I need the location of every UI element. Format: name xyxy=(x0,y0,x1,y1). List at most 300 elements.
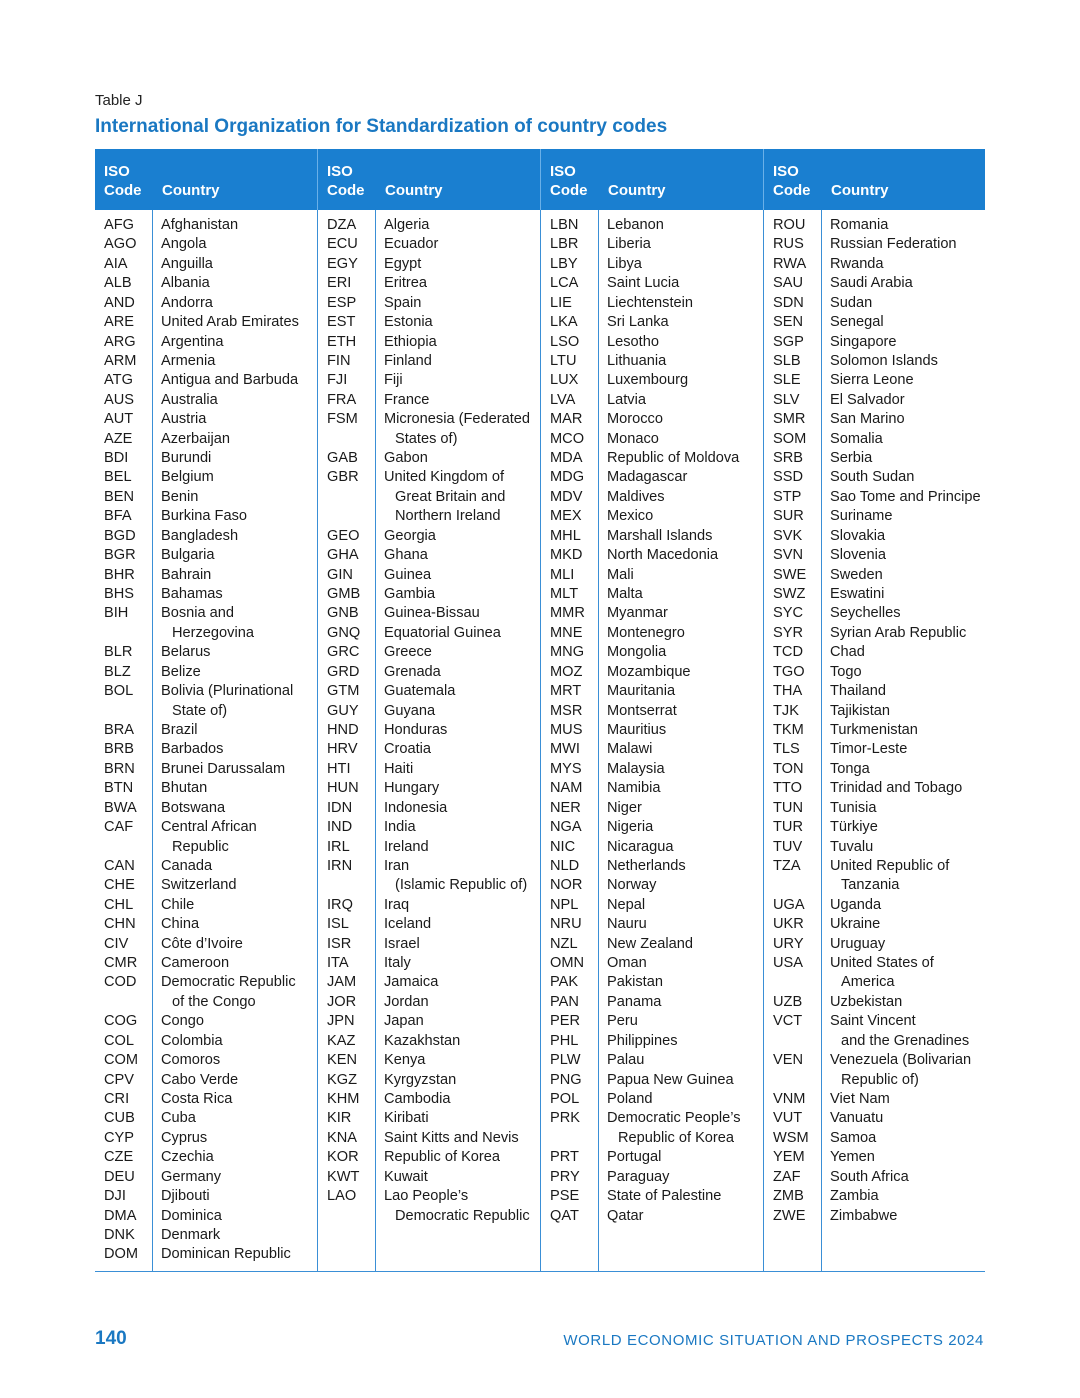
country-name-cell: Senegal xyxy=(830,314,884,331)
header-iso-label: ISO xyxy=(773,163,799,180)
country-name-cell: United Republic of xyxy=(830,857,950,874)
country-name-cell: Yemen xyxy=(830,1149,875,1166)
iso-code-cell: MLI xyxy=(550,566,575,583)
iso-code-cell: LCA xyxy=(550,275,579,292)
country-name-cell: Belgium xyxy=(161,469,214,486)
iso-code-cell: JOR xyxy=(327,993,357,1010)
country-name-cell: Benin xyxy=(161,488,199,505)
country-name-cell: Gabon xyxy=(384,450,428,467)
iso-code-cell: PNG xyxy=(550,1071,582,1088)
country-name-cell: Liechtenstein xyxy=(607,294,694,311)
country-name-cell: Afghanistan xyxy=(161,217,239,233)
country-name-cell: Papua New Guinea xyxy=(607,1071,734,1088)
iso-code-cell: AZE xyxy=(104,430,133,447)
code-column xyxy=(318,210,376,1271)
iso-code-cell: COD xyxy=(104,974,137,991)
country-name-cell: Brunei Darussalam xyxy=(161,760,286,777)
country-name-cell: Qatar xyxy=(607,1207,644,1224)
country-name-cell: Finland xyxy=(384,352,432,369)
iso-code-cell: NOR xyxy=(550,877,583,894)
country-name-cell: Costa Rica xyxy=(161,1090,233,1107)
iso-code-cell: PHL xyxy=(550,1032,579,1049)
country-name-cell: Jamaica xyxy=(384,974,439,991)
iso-code-cell: LAO xyxy=(327,1188,357,1205)
country-name-cell: Cuba xyxy=(161,1110,196,1127)
iso-code-cell: LBN xyxy=(550,217,579,233)
iso-code-cell: AGO xyxy=(104,236,137,253)
country-name-cell: Saint Kitts and Nevis xyxy=(384,1129,519,1146)
country-column xyxy=(376,210,541,1271)
iso-code-cell: KOR xyxy=(327,1149,359,1166)
country-name-cell: Tonga xyxy=(830,760,870,777)
iso-code-cell: GTM xyxy=(327,683,360,700)
iso-code-cell: BHR xyxy=(104,566,135,583)
iso-code-cell: CHE xyxy=(104,877,135,894)
iso-code-cell: GRC xyxy=(327,644,360,661)
country-name-cell: Congo xyxy=(161,1013,205,1030)
iso-code-cell xyxy=(95,993,152,1012)
country-name-cell: Northern Ireland xyxy=(395,508,501,525)
country-name-cell: Denmark xyxy=(161,1226,221,1243)
country-name-cell: and the Grenadines xyxy=(841,1032,970,1049)
iso-code-cell: VNM xyxy=(773,1090,806,1107)
country-name-cell: Antigua and Barbuda xyxy=(161,372,299,389)
iso-code-cell: BDI xyxy=(104,450,129,467)
iso-code-cell: ALB xyxy=(104,275,132,292)
country-name-cell: Argentina xyxy=(161,333,224,350)
country-name-cell: Latvia xyxy=(607,391,646,408)
country-name-cell: Colombia xyxy=(161,1032,223,1049)
country-name-cell: Morocco xyxy=(607,411,663,428)
country-name-cell: Malawi xyxy=(607,741,653,758)
country-name-cell: Tunisia xyxy=(830,799,877,816)
country-name-cell: Japan xyxy=(384,1013,424,1030)
iso-code-cell: KGZ xyxy=(327,1071,357,1088)
iso-code-cell: NZL xyxy=(550,935,578,952)
iso-code-cell: TCD xyxy=(773,644,803,661)
iso-code-cell: ATG xyxy=(104,372,133,389)
country-name-cell: America xyxy=(841,974,895,991)
iso-code-cell: SOM xyxy=(773,430,807,447)
iso-code-cell: LBR xyxy=(550,236,579,253)
iso-code-cell: BRB xyxy=(104,741,135,758)
iso-code-cell: RUS xyxy=(773,236,804,253)
iso-code-cell: CRI xyxy=(104,1090,130,1107)
iso-code-cell: TLS xyxy=(773,741,800,758)
country-name-cell: Burkina Faso xyxy=(161,508,247,525)
country-name-cell: Honduras xyxy=(384,721,448,738)
iso-code-cell: NAM xyxy=(550,780,583,797)
country-name-cell: Tajikistan xyxy=(830,702,891,719)
country-name-cell: Sweden xyxy=(830,566,883,583)
country-name-cell: Somalia xyxy=(830,430,883,447)
country-name-cell: Azerbaijan xyxy=(161,430,230,447)
country-name-cell: Slovenia xyxy=(830,547,886,564)
iso-code-cell: SMR xyxy=(773,411,806,428)
country-name-cell: United Arab Emirates xyxy=(161,314,299,331)
iso-code-cell: SLV xyxy=(773,391,800,408)
iso-code-cell: SYR xyxy=(773,624,804,641)
iso-code-cell: GEO xyxy=(327,527,360,544)
code-column xyxy=(95,210,153,1271)
iso-code-cell: PRY xyxy=(550,1168,580,1185)
country-name-cell: Bahamas xyxy=(161,586,223,603)
country-name-cell: Ethiopia xyxy=(384,333,437,350)
iso-code-cell: IDN xyxy=(327,799,353,816)
iso-code-cell: GRD xyxy=(327,663,360,680)
country-name-cell: Botswana xyxy=(161,799,226,816)
iso-code-cell: UKR xyxy=(773,916,804,933)
iso-code-cell: MNE xyxy=(550,624,583,641)
header-code-label: Code xyxy=(550,182,588,199)
iso-code-cell: KIR xyxy=(327,1110,352,1127)
iso-code-cell: JPN xyxy=(327,1013,355,1030)
country-name-cell: Zimbabwe xyxy=(830,1207,898,1224)
table-body xyxy=(95,210,985,1272)
country-name-cell: Maldives xyxy=(607,488,665,505)
iso-code-cell: SYC xyxy=(773,605,804,622)
iso-code-cell: MOZ xyxy=(550,663,583,680)
country-name-cell: Nigeria xyxy=(607,819,654,836)
country-name-cell: Mozambique xyxy=(607,663,691,680)
country-name-cell: Albania xyxy=(161,275,210,292)
country-name-cell: Chad xyxy=(830,644,865,661)
country-name-cell: Australia xyxy=(161,391,218,408)
country-name-cell: Saint Vincent xyxy=(830,1013,916,1030)
country-name-cell: Iraq xyxy=(384,896,410,913)
country-name-cell: Vanuatu xyxy=(830,1110,884,1127)
country-column xyxy=(599,210,764,1271)
iso-code-cell: CUB xyxy=(104,1110,135,1127)
iso-code-cell: VEN xyxy=(773,1052,804,1069)
iso-code-cell: BRA xyxy=(104,721,135,738)
iso-code-cell: MCO xyxy=(550,430,585,447)
iso-code-cell xyxy=(95,624,152,643)
iso-code-cell: AFG xyxy=(104,217,134,233)
country-name-cell: Equatorial Guinea xyxy=(384,624,501,641)
country-name-cell: Uganda xyxy=(830,896,882,913)
country-name-cell: Republic of Korea xyxy=(618,1129,735,1146)
country-name-cell: Brazil xyxy=(161,721,198,738)
country-name-cell: Iran xyxy=(384,857,410,874)
country-name-cell: Nicaragua xyxy=(607,838,674,855)
table-header-row xyxy=(95,149,985,210)
iso-code-cell xyxy=(318,1207,375,1226)
iso-code-cell: GHA xyxy=(327,547,359,564)
iso-code-cell xyxy=(764,1032,821,1051)
iso-code-cell: EST xyxy=(327,314,356,331)
country-name-cell: Herzegovina xyxy=(172,624,254,641)
iso-code-cell: RWA xyxy=(773,255,807,272)
iso-code-cell: AUT xyxy=(104,411,134,428)
country-name-cell: Paraguay xyxy=(607,1168,670,1185)
country-name-cell: Jordan xyxy=(384,993,429,1010)
iso-code-cell: TKM xyxy=(773,721,804,738)
iso-code-cell: DZA xyxy=(327,217,357,233)
country-name-cell: Netherlands xyxy=(607,857,686,874)
iso-code-cell: STP xyxy=(773,488,802,505)
iso-code-cell: NGA xyxy=(550,819,582,836)
country-name-cell: Kazakhstan xyxy=(384,1032,461,1049)
country-name-cell: Nauru xyxy=(607,916,647,933)
iso-code-cell: PRK xyxy=(550,1110,581,1127)
country-name-cell: Bhutan xyxy=(161,780,208,797)
iso-code-cell: CHN xyxy=(104,916,136,933)
iso-code-cell: NPL xyxy=(550,896,579,913)
iso-code-cell: SGP xyxy=(773,333,804,350)
country-name-cell: Sri Lanka xyxy=(607,314,669,331)
country-name-cell: Angola xyxy=(161,236,207,253)
country-name-cell: Gambia xyxy=(384,586,436,603)
iso-code-cell: BRN xyxy=(104,760,135,777)
iso-code-cell: COM xyxy=(104,1052,139,1069)
country-name-cell: Bahrain xyxy=(161,566,212,583)
header-iso-code xyxy=(764,149,822,210)
page-number: 140 xyxy=(95,1328,127,1349)
iso-code-cell: TON xyxy=(773,760,804,777)
country-name-cell: Croatia xyxy=(384,741,432,758)
country-name-cell: Mauritania xyxy=(607,683,676,700)
iso-code-cell: LUX xyxy=(550,372,579,389)
country-name-cell: Cameroon xyxy=(161,955,230,972)
table-title: International Organization for Standardization of country codes xyxy=(95,116,668,137)
country-name-cell: South Africa xyxy=(830,1168,909,1185)
iso-code-cell: TUV xyxy=(773,838,803,855)
iso-code-cell: LSO xyxy=(550,333,580,350)
iso-code-cell: ZAF xyxy=(773,1168,801,1185)
country-name-cell: Sudan xyxy=(830,294,873,311)
iso-code-cell: NLD xyxy=(550,857,580,874)
iso-code-cell: MNG xyxy=(550,644,585,661)
country-name-cell: Armenia xyxy=(161,352,216,369)
iso-code-cell: THA xyxy=(773,683,803,700)
iso-code-cell: CAF xyxy=(104,819,134,836)
iso-code-cell: GUY xyxy=(327,702,359,719)
country-name-cell: Nepal xyxy=(607,896,646,913)
country-name-cell: Greece xyxy=(384,644,432,661)
header-country: Country xyxy=(153,149,318,210)
country-name-cell: Kyrgyzstan xyxy=(384,1071,457,1088)
country-name-cell: Barbados xyxy=(161,741,224,758)
country-name-cell: Rwanda xyxy=(830,255,884,272)
country-name-cell: Bangladesh xyxy=(161,527,239,544)
iso-code-cell: MDA xyxy=(550,450,583,467)
country-name-cell: Andorra xyxy=(161,294,213,311)
country-name-cell: Lebanon xyxy=(607,217,664,233)
iso-code-cell xyxy=(764,973,821,992)
iso-code-cell: ETH xyxy=(327,333,357,350)
iso-code-cell: KAZ xyxy=(327,1032,356,1049)
country-name-cell: States of) xyxy=(395,430,458,447)
iso-code-cell xyxy=(318,876,375,895)
iso-code-cell xyxy=(318,507,375,526)
country-name-cell: Democratic Republic xyxy=(161,974,296,991)
country-name-cell: Trinidad and Tobago xyxy=(830,780,963,797)
country-name-cell: Venezuela (Bolivarian xyxy=(830,1052,972,1069)
iso-code-cell: DNK xyxy=(104,1226,135,1243)
country-name-cell: Eritrea xyxy=(384,275,427,292)
country-name-cell: Uruguay xyxy=(830,935,886,952)
header-iso-code xyxy=(541,149,599,210)
iso-code-cell: HTI xyxy=(327,760,351,777)
iso-code-cell: USA xyxy=(773,955,804,972)
country-name-cell: Solomon Islands xyxy=(830,352,938,369)
iso-code-cell: QAT xyxy=(550,1207,579,1224)
iso-code-cell: MHL xyxy=(550,527,581,544)
country-name-cell: El Salvador xyxy=(830,391,905,408)
iso-code-cell: LVA xyxy=(550,391,576,408)
country-name-cell: Palau xyxy=(607,1052,645,1069)
country-name-cell: Monaco xyxy=(607,430,659,447)
country-name-cell: Seychelles xyxy=(830,605,901,622)
country-name-cell: of the Congo xyxy=(172,993,256,1010)
iso-code-cell: JAM xyxy=(327,974,357,991)
iso-code-cell: AIA xyxy=(104,255,128,272)
header-iso-label: ISO xyxy=(550,163,576,180)
iso-code-cell xyxy=(95,838,152,857)
country-name-cell: Pakistan xyxy=(607,974,663,991)
country-column xyxy=(153,210,318,1271)
country-name-cell: Thailand xyxy=(830,683,886,700)
iso-code-cell: COL xyxy=(104,1032,135,1049)
country-name-cell: Georgia xyxy=(384,527,436,544)
iso-code-cell: UZB xyxy=(773,993,803,1010)
country-name-cell: Lao People’s xyxy=(384,1188,469,1205)
iso-code-cell: MUS xyxy=(550,721,583,738)
iso-code-cell xyxy=(764,1071,821,1090)
iso-code-cell: DJI xyxy=(104,1188,126,1205)
iso-code-cell: TUR xyxy=(773,819,803,836)
iso-code-cell: YEM xyxy=(773,1149,805,1166)
country-name-cell: Uzbekistan xyxy=(830,993,903,1010)
iso-code-cell: BGD xyxy=(104,527,136,544)
header-code-label: Code xyxy=(104,182,142,199)
country-name-cell: Poland xyxy=(607,1090,653,1107)
iso-code-cell: TGO xyxy=(773,663,805,680)
iso-code-cell xyxy=(764,876,821,895)
country-name-cell: Malaysia xyxy=(607,760,665,777)
country-name-cell: Sierra Leone xyxy=(830,372,914,389)
iso-code-cell: MWI xyxy=(550,741,580,758)
iso-code-cell: BLR xyxy=(104,644,133,661)
iso-code-cell: IRQ xyxy=(327,896,353,913)
iso-code-cell: ERI xyxy=(327,275,352,292)
iso-code-cell: SLB xyxy=(773,352,801,369)
iso-code-cell: AND xyxy=(104,294,135,311)
iso-code-cell: GAB xyxy=(327,450,358,467)
country-name-cell: China xyxy=(161,916,200,933)
country-name-cell: (Islamic Republic of) xyxy=(395,877,528,894)
iso-code-cell: KHM xyxy=(327,1090,360,1107)
country-name-cell: Saint Lucia xyxy=(607,275,680,292)
country-name-cell: Bulgaria xyxy=(161,547,215,564)
iso-code-cell: SWE xyxy=(773,566,807,583)
iso-code-cell: SEN xyxy=(773,314,804,331)
country-name-cell: Cambodia xyxy=(384,1090,451,1107)
country-name-cell: Belize xyxy=(161,663,201,680)
country-name-cell: Czechia xyxy=(161,1149,214,1166)
iso-code-cell xyxy=(318,430,375,449)
iso-code-cell: BTN xyxy=(104,780,134,797)
iso-code-cell: HUN xyxy=(327,780,359,797)
country-column xyxy=(822,210,981,1271)
iso-code-cell: BWA xyxy=(104,799,137,816)
country-name-cell: Montserrat xyxy=(607,702,677,719)
country-name-cell: Portugal xyxy=(607,1149,662,1166)
country-name-cell: Switzerland xyxy=(161,877,237,894)
iso-code-cell: UGA xyxy=(773,896,805,913)
country-name-cell: Kiribati xyxy=(384,1110,429,1127)
iso-code-cell: TTO xyxy=(773,780,802,797)
iso-code-cell: TJK xyxy=(773,702,799,719)
header-country: Country xyxy=(376,149,541,210)
country-name-cell: France xyxy=(384,391,430,408)
iso-code-cell: CZE xyxy=(104,1149,134,1166)
iso-code-cell: ISR xyxy=(327,935,352,952)
country-name-cell: Turkmenistan xyxy=(830,721,918,738)
iso-code-cell: SLE xyxy=(773,372,801,389)
country-name-cell: Guatemala xyxy=(384,683,456,700)
iso-code-cell: ARM xyxy=(104,352,137,369)
iso-code-cell: NRU xyxy=(550,916,582,933)
country-name-cell: Egypt xyxy=(384,255,422,272)
iso-code-cell: COG xyxy=(104,1013,138,1030)
country-name-cell: Luxembourg xyxy=(607,372,689,389)
iso-code-cell: SWZ xyxy=(773,586,806,603)
country-name-cell: Panama xyxy=(607,993,662,1010)
iso-code-cell: DMA xyxy=(104,1207,137,1224)
country-name-cell: Great Britain and xyxy=(395,488,506,505)
country-name-cell: Ukraine xyxy=(830,916,881,933)
iso-code-cell: SRB xyxy=(773,450,804,467)
iso-code-cell: KWT xyxy=(327,1168,360,1185)
country-name-cell: Iceland xyxy=(384,916,432,933)
country-name-cell: Republic xyxy=(172,838,229,855)
iso-code-cell: HRV xyxy=(327,741,358,758)
iso-code-cell: FIN xyxy=(327,352,351,369)
country-name-cell: Republic of) xyxy=(841,1071,919,1088)
country-name-cell: Eswatini xyxy=(830,586,885,603)
country-name-cell: Singapore xyxy=(830,333,897,350)
country-name-cell: Grenada xyxy=(384,663,441,680)
country-name-cell: United States of xyxy=(830,955,934,972)
iso-code-cell: WSM xyxy=(773,1129,809,1146)
iso-code-cell: MMR xyxy=(550,605,585,622)
iso-code-cell: MAR xyxy=(550,411,583,428)
country-name-cell: Germany xyxy=(161,1168,222,1185)
country-name-cell: Lithuania xyxy=(607,352,667,369)
country-name-cell: Ecuador xyxy=(384,236,439,253)
iso-code-cell: LIE xyxy=(550,294,572,311)
iso-code-cell xyxy=(95,702,152,721)
country-name-cell: Sao Tome and Principe xyxy=(830,488,981,505)
country-name-cell: Suriname xyxy=(830,508,893,525)
country-name-cell: Bolivia (Plurinational xyxy=(161,683,294,700)
iso-code-cell: IND xyxy=(327,819,353,836)
iso-code-cell: IRL xyxy=(327,838,350,855)
country-name-cell: Montenegro xyxy=(607,624,685,641)
country-name-cell: United Kingdom of xyxy=(384,469,505,486)
iso-code-cell: ISL xyxy=(327,916,349,933)
country-name-cell: Mali xyxy=(607,566,634,583)
country-name-cell: Slovakia xyxy=(830,527,886,544)
country-name-cell: Guinea xyxy=(384,566,432,583)
header-code-label: Code xyxy=(773,182,811,199)
country-name-cell: Zambia xyxy=(830,1188,879,1205)
country-name-cell: Austria xyxy=(161,411,207,428)
iso-code-cell: ITA xyxy=(327,955,349,972)
iso-code-cell: URY xyxy=(773,935,804,952)
